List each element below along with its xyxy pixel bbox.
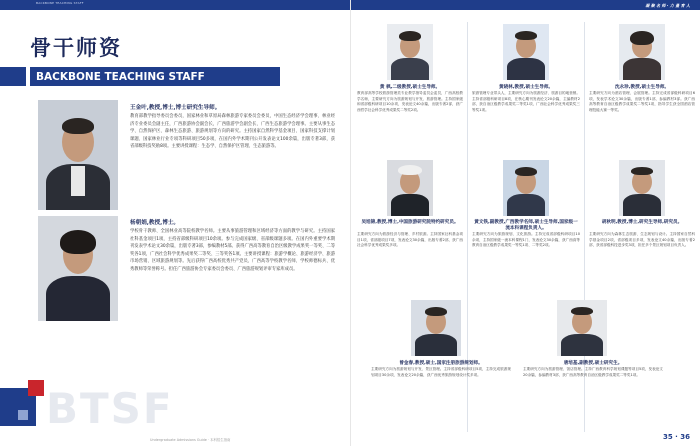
- teacher-bio: 主要研究方向为酒店管理、会展管理。主持完成省部级科研项目6项，发表学术论文30余篇，出版专著1部，参编教材3部。获广西高等教育自治区级教学成果奖二等奖1项，指导学生获全国酒店管理技能大赛一等奖。: [589, 91, 695, 112]
- teacher-name: 黄 枫,二级教授,硕士生导师。: [379, 85, 441, 90]
- teacher-name: 唐培基,副教授,硕士研究生。: [563, 361, 623, 366]
- corner-block-light: [18, 410, 28, 420]
- teacher-photo: [38, 100, 118, 210]
- footer-text: Undergraduate Admissions Guide · 本科招生指南: [150, 438, 231, 442]
- title-accent-bar: [0, 67, 26, 86]
- teacher-name: 黄晓林,教授,硕士生导师。: [498, 85, 554, 90]
- teacher-bio: 主要研究方向为旅游规划、文化旅游。主持完成省部级科研项目10余项，主持国家级一流本科课程1门，发表论文30余篇，获广西高等教育自治区级教学成果奖一等奖1项、二等奖2项。: [472, 232, 580, 248]
- teacher-photo: [557, 300, 607, 356]
- teacher-photo: [619, 160, 665, 216]
- watermark-text: BTSF: [46, 384, 174, 433]
- page-number: 35 · 36: [662, 433, 690, 441]
- teacher-bio: 主要研究方向为旅游规划与开发、景区管理。主持省部级科研项目5项，主持完成旅游规划项目30余项，发表论文20余篇，获广西优秀旅游规划设计奖多项。: [371, 367, 511, 377]
- corner-block-red: [28, 380, 44, 396]
- teacher-bio: 主要研究方向为旅游管理、饭店管理。主持广西教育科学规划课题等项目5项，发表论文20余篇，参编教材3部，获广西高等教育自治区级教学成果奖二等奖1项。: [523, 367, 663, 377]
- teacher-name: 曾金春,教授,硕士,国家注册旅游规划师。: [399, 361, 483, 366]
- teacher-bio: 主要研究方向为旅游经济与管理、乡村旅游。主持国家社科基金项目1项，省部级项目7项，发表论文30余篇，出版专著2部，获广西社会科学优秀成果奖多项。: [357, 232, 463, 248]
- header-small-text: BACKBONE TEACHING STAFF: [36, 1, 84, 5]
- teacher-name: 吴旭锦,教授,博士,中国旅游研究院特约研究员。: [361, 220, 459, 225]
- teacher-name: 黄文铁,副教授,广西教学名师,硕士生导师,国家级一流本科课程负责人。: [474, 220, 578, 231]
- teacher-bio: 教育部教学指导委员会委员，国家林业和草原局森林旅游专家委员会委员，中国生态经济学会理事、林业经济专业委员会副主任，广西旅游协会副会长，广西旅游学会副会长、广西生态旅游学会理事。主要从事生态学、自然保护区、森林生态旅游、旅游规划等方向的研究。主持国家自然科学基金项目、国家科技支撑计划课题、国家林业行业专项等科研项目50多项，在国内外学术期刊公开发表论文100余篇，出版专著3部，获省部级科技奖励8项。主要讲授课程：生态学、自然保护区管理、生态旅游等。: [130, 114, 335, 150]
- teacher-name: 胡秋明,教授,博士,研究生导师,研究员。: [601, 220, 683, 225]
- teacher-name: 沈永珍,教授,硕士生导师。: [614, 85, 670, 90]
- teacher-photo: [38, 216, 118, 321]
- teacher-photo: [387, 160, 433, 216]
- teacher-bio: 学校骨干教师、全国林业高等院校教学名师。主要从事旅游管理和区域经济等方面的教学与研究。主持国家社科基金项目1项，主持省部级科研项目10余项。参与完成国家级、省部级课题多项。在国内外重要学术期刊发表学术论文30余篇，出版专著3部，参编教材5部。获得广西高等教育自治区级教学成果奖一等奖、二等奖各1项，广西社会科学优秀成果奖二等奖、三等奖各1项。主要讲授课程：旅游学概论、旅游经济学、旅游市场营销、区域旅游规划等。先后获得广西高校优秀共产党员、广西高等学校教学名师、学校师德标兵、优秀教师等荣誉称号。担任广西旅游协会专家委员会委员、广西旅游规划评审专家库成员。: [130, 229, 335, 272]
- teacher-photo: [411, 300, 461, 356]
- section-title-en: BACKBONE TEACHING STAFF: [30, 67, 280, 86]
- teacher-name: 杨朝娟,教授,博士。: [130, 220, 180, 226]
- right-page: [350, 0, 700, 446]
- teacher-bio: 主要研究方向为森林生态旅游、生态规划与设计。主持国家自然科学基金项目2项，省部级项目多项，发表论文40余篇，出版专著2部，获省部级科技进步奖3项，担任多个景区规划项目负责人。: [589, 232, 695, 248]
- section-title-cn: 骨干师资: [30, 36, 122, 60]
- teacher-photo: [619, 24, 665, 80]
- teacher-name: 王金叶,教授,博士,博士研究生导师。: [130, 105, 221, 111]
- teacher-photo: [503, 160, 549, 216]
- teacher-bio: 旅游管理专业带头人，主要研究方向为旅游经济、旅游目的地营销。主持省部级科研项目8项，在核心期刊发表论文20余篇，主编教材2部，获自治区级教学成果奖二等奖1项，广西社会科学优秀成果奖三等奖1项。: [472, 91, 580, 112]
- teacher-photo: [387, 24, 433, 80]
- teacher-photo: [503, 24, 549, 80]
- teacher-bio: 教育部高等学校旅游管理类专业教学指导委员会委员，广西高校教学名师，主要研究方向为旅游规划与开发、旅游管理。主持国家级和省部级科研项目10余项，发表论文40余篇，出版专著2部，获广西哲学社会科学优秀成果奖二等奖2项。: [357, 91, 463, 112]
- right-header-title: 凝 聚 名 师 · 力 量 育 人: [645, 3, 690, 8]
